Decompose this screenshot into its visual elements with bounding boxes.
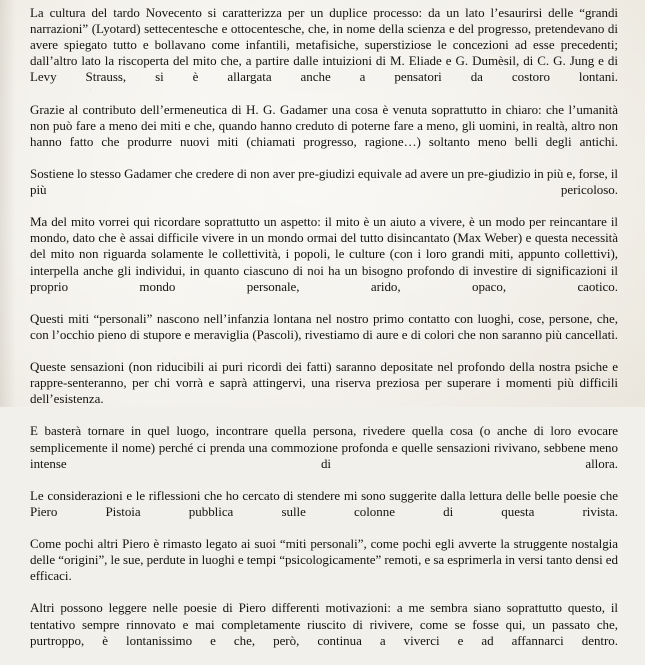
paragraph: Le considerazioni e le riflessioni che ho cercato di stendere mi sono suggerite dalla lettura delle belle poesie che Piero Pistoia pubblica sulle colonne di questa rivista. <box>30 487 618 519</box>
paragraph: Sostiene lo stesso Gadamer che credere di non aver pre-giudizi equivale ad avere un pre-giudizio in più e, forse, il più pericoloso. <box>30 165 618 198</box>
paragraph: Come pochi altri Piero è rimasto legato ai suoi “miti personali”, come pochi egli avverte la struggente nostalgia delle “origini”, le sue, perdute in luoghi e tempi “psicologicamente” remoti, e sa esprimerla in versi tanto densi ed efficaci. <box>30 536 618 584</box>
paragraph: Queste sensazioni (non riducibili ai puri ricordi dei fatti) saranno depositate nel profondo della nostra psiche e rappre-senteranno, per chi vorrà e saprà attingervi, una riserva preziosa per superare i momenti più difficili dell’esistenza. <box>30 359 618 407</box>
paragraph: E basterà tornare in quel luogo, incontrare quella persona, rivedere quella cosa (o anche di loro evocare semplicemente il nome) perché ci prenda una commozione profonda e quelle sensazioni rivivano, sebbene meno intense di allora. <box>30 423 618 471</box>
document-text-body <box>30 5 618 665</box>
paragraph: Questi miti “personali” nascono nell’infanzia lontana nel nostro primo contatto con luoghi, cose, persone, che, con l’occhio pieno di stupore e meraviglia (Pascoli), rivestiamo di aure e di colori che non saranno più cancellati. <box>30 310 618 342</box>
paragraph: Altri possono leggere nelle poesie di Piero differenti motivazioni: a me sembra siano soprattutto questo, il tentativo sempre rinnovato e mai completamente riuscito di rivivere, come se fosse qui, un passato che, purtroppo, è lontanissimo e che, però, continua a viverci e ad affannarci dentro. <box>30 600 618 648</box>
paragraph: La cultura del tardo Novecento si caratterizza per un duplice processo: da un lato l’esaurirsi delle “grandi narrazioni” (Lyotard) settecentesche e ottocentesche, che, in nome della scienza e del progresso, pretendevano di avere spiegato tutto e bollavano come infantili, metafisiche, superstiziose le concezioni ad esse precedenti; dall’altro lato la riscoperta del mito che, a partire dalle intuizioni di M. Eliade e G. Dumèsil, di C. G. Jung e di Levy Strauss, si è allargata anche a pensatori da costoro lontani. <box>30 5 618 85</box>
paragraph: Ma del mito vorrei qui ricordare soprattutto un aspetto: il mito è un aiuto a vivere, è un modo per reincantare il mondo, dato che è assai difficile vivere in un mondo ormai del tutto disincantato (Max Weber) e questa necessità del mito non riguarda solamente le collettività, i popoli, le culture (con i loro grandi miti, appunto collettivi), interpella anche gli individui, in quanto ciascuno di noi ha un bisogno profondo di investire di significazioni il proprio mondo personale, arido, opaco, caotico. <box>30 214 618 294</box>
paragraph: Grazie al contributo dell’ermeneutica di H. G. Gadamer una cosa è venuta soprattutto in chiaro: che l’umanità non può fare a meno dei miti e che, quando hanno creduto di poterne fare a meno, gli uomini, in realtà, altro non hanno fatto che produrre nuovi miti (chiamati progresso, ragione…) soltanto meno belli degli antichi. <box>30 101 618 149</box>
